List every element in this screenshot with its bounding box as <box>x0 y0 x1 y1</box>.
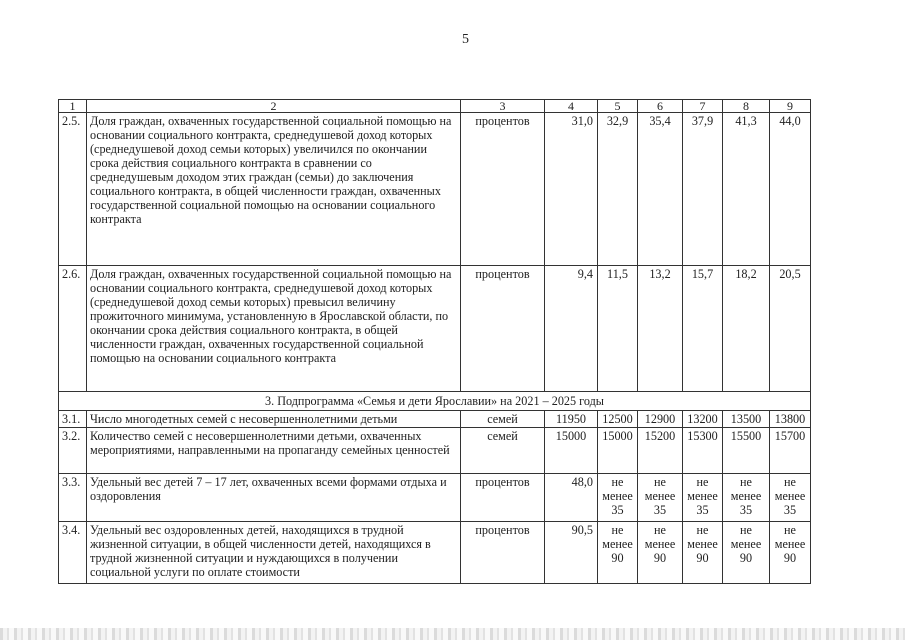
value-cell: 15000 <box>598 428 638 474</box>
unit-cell: семей <box>461 428 545 474</box>
value-cell: 13500 <box>723 411 770 428</box>
value-cell: не менее 90 <box>723 522 770 584</box>
value-cell: 11,5 <box>598 266 638 392</box>
unit-cell: процентов <box>461 266 545 392</box>
table-row <box>59 411 811 428</box>
table-row <box>59 474 811 522</box>
value-cell: 15500 <box>723 428 770 474</box>
value-cell: 18,2 <box>723 266 770 392</box>
value-cell: 15000 <box>545 428 598 474</box>
value-cell: не менее 35 <box>683 474 723 522</box>
value-cell: не менее 90 <box>598 522 638 584</box>
indicators-table <box>58 99 811 584</box>
unit-cell: процентов <box>461 113 545 266</box>
row-number: 2.5. <box>59 113 87 266</box>
value-cell: не менее 90 <box>638 522 683 584</box>
row-number: 2.6. <box>59 266 87 392</box>
value-cell: 13,2 <box>638 266 683 392</box>
row-number: 3.4. <box>59 522 87 584</box>
section-title: 3. Подпрограмма «Семья и дети Ярославии» на 2021 – 2025 годы <box>59 392 811 411</box>
column-number: 6 <box>638 100 683 113</box>
value-cell: 48,0 <box>545 474 598 522</box>
value-cell: 15700 <box>770 428 811 474</box>
indicator-description: Доля граждан, охваченных государственной социальной помощью на основании социального контракта, среднедушевой доход которых (среднедушевой доход семьи которых) превысил величину прожиточного минимума, установленную в Ярославской области, по окончании срока действия социального контракта, в общей численности граждан, охваченных государственной социальной помощью на основании социального контракта <box>87 266 461 392</box>
page-number: 5 <box>462 32 469 47</box>
indicator-description: Удельный вес оздоровленных детей, находящихся в трудной жизненной ситуации, в общей численности детей, находящихся в трудной жизненной ситуации и нуждающихся в получении социальной услуги по оплате стоимости <box>87 522 461 584</box>
value-cell: не менее 35 <box>723 474 770 522</box>
value-cell: 13800 <box>770 411 811 428</box>
unit-cell: процентов <box>461 474 545 522</box>
row-number: 3.3. <box>59 474 87 522</box>
value-cell: не менее 90 <box>683 522 723 584</box>
value-cell: 90,5 <box>545 522 598 584</box>
table-row <box>59 266 811 392</box>
indicator-description: Удельный вес детей 7 – 17 лет, охваченных всеми формами отдыха и оздоровления <box>87 474 461 522</box>
value-cell: не менее 90 <box>770 522 811 584</box>
column-number: 5 <box>598 100 638 113</box>
column-number: 2 <box>87 100 461 113</box>
value-cell: 31,0 <box>545 113 598 266</box>
value-cell: 15,7 <box>683 266 723 392</box>
value-cell: 13200 <box>683 411 723 428</box>
scan-edge-artifact <box>0 628 905 640</box>
value-cell: 20,5 <box>770 266 811 392</box>
column-number: 7 <box>683 100 723 113</box>
column-number: 8 <box>723 100 770 113</box>
column-number-row <box>59 100 811 113</box>
indicator-description: Количество семей с несовершеннолетними детьми, охваченных мероприятиями, направленными на пропаганду семейных ценностей <box>87 428 461 474</box>
value-cell: 15300 <box>683 428 723 474</box>
value-cell: 12900 <box>638 411 683 428</box>
value-cell: 12500 <box>598 411 638 428</box>
column-number: 1 <box>59 100 87 113</box>
value-cell: не менее 35 <box>598 474 638 522</box>
unit-cell: семей <box>461 411 545 428</box>
section-row <box>59 392 811 411</box>
table-row <box>59 522 811 584</box>
value-cell: 44,0 <box>770 113 811 266</box>
table-row <box>59 113 811 266</box>
value-cell: 11950 <box>545 411 598 428</box>
value-cell: не менее 35 <box>770 474 811 522</box>
row-number: 3.2. <box>59 428 87 474</box>
value-cell: 15200 <box>638 428 683 474</box>
column-number: 3 <box>461 100 545 113</box>
value-cell: 32,9 <box>598 113 638 266</box>
value-cell: не менее 35 <box>638 474 683 522</box>
value-cell: 41,3 <box>723 113 770 266</box>
value-cell: 37,9 <box>683 113 723 266</box>
column-number: 4 <box>545 100 598 113</box>
value-cell: 35,4 <box>638 113 683 266</box>
value-cell: 9,4 <box>545 266 598 392</box>
indicator-description: Число многодетных семей с несовершеннолетними детьми <box>87 411 461 428</box>
column-number: 9 <box>770 100 811 113</box>
row-number: 3.1. <box>59 411 87 428</box>
indicator-description: Доля граждан, охваченных государственной социальной помощью на основании социального контракта, среднедушевой доход которых (среднедушевой доход семьи которых) увеличился по окончании срока действия социального контракта в сравнении со среднедушевым доходом этих граждан (семьи) до заключения социального контракта, в общей численности граждан, охваченных государственной социальной помощью на основании социального контракта <box>87 113 461 266</box>
unit-cell: процентов <box>461 522 545 584</box>
table-row <box>59 428 811 474</box>
